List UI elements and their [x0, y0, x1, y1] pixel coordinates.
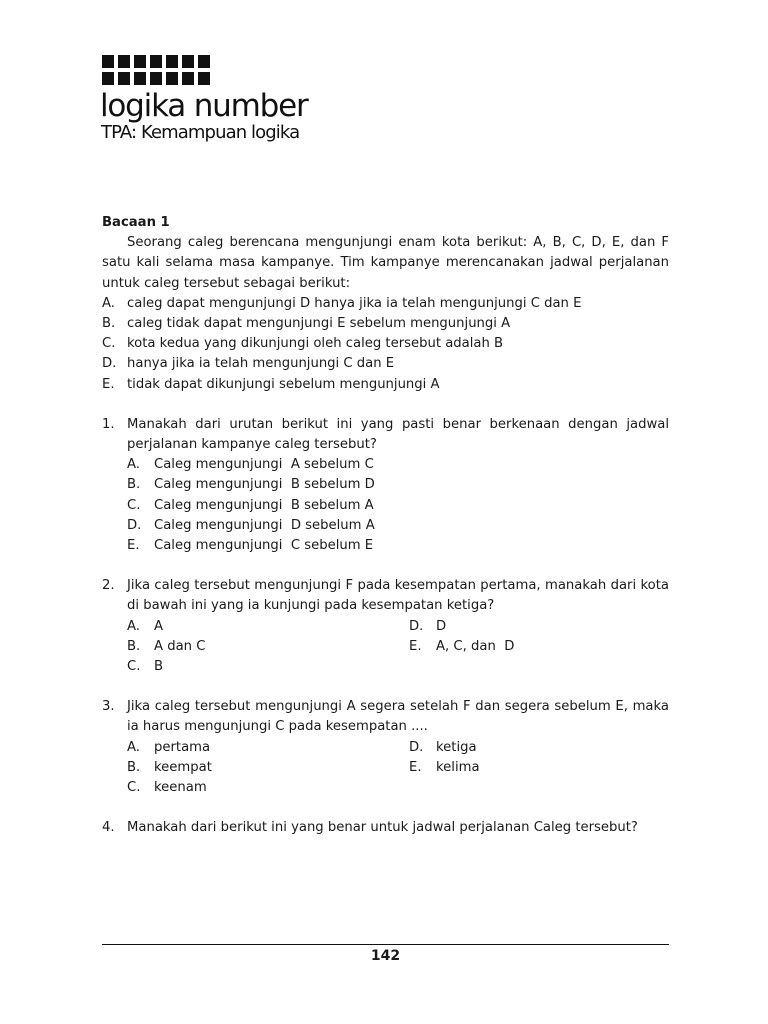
- question-number: 3.: [102, 699, 115, 715]
- option-letter: E.: [409, 638, 422, 654]
- brand-title: logika number: [100, 88, 308, 124]
- condition-letter: C.: [102, 336, 116, 352]
- question-2: [102, 576, 669, 677]
- option-list: [127, 617, 669, 678]
- condition-letter: D.: [102, 356, 117, 372]
- condition-letter: B.: [102, 316, 116, 332]
- option-text: keenam: [154, 780, 207, 796]
- condition-text: hanya jika ia telah mengunjungi C dan E: [127, 356, 395, 372]
- condition-letter: A.: [102, 295, 115, 311]
- option-letter: E.: [409, 759, 422, 775]
- condition-item: [102, 294, 669, 314]
- answer-option: [409, 758, 669, 778]
- brand-subtitle: TPA: Kemampuan logika: [101, 122, 300, 143]
- option-list: [127, 738, 669, 799]
- answer-option: [127, 455, 669, 475]
- option-text: A dan C: [154, 638, 206, 654]
- option-letter: E.: [127, 538, 140, 554]
- section-heading: Bacaan 1: [102, 215, 170, 230]
- logo-blocks: [102, 55, 210, 85]
- question-number: 1.: [102, 416, 115, 432]
- option-letter: C.: [127, 659, 141, 675]
- option-text: A: [154, 618, 164, 634]
- question-text: Jika caleg tersebut mengunjungi A segera setelah F dan segera sebelum E, maka ia harus mengunjungi C pada kesempatan ....: [127, 699, 669, 735]
- option-letter: B.: [127, 759, 141, 775]
- condition-text: caleg tidak dapat mengunjungi E sebelum mengunjungi A: [127, 316, 511, 332]
- option-letter: A.: [127, 618, 140, 634]
- question-text: Manakah dari berikut ini yang benar untuk jadwal perjalanan Caleg tersebut?: [127, 820, 638, 836]
- answer-option: [127, 738, 409, 758]
- answer-option: [127, 475, 669, 495]
- condition-item: [102, 334, 669, 354]
- option-text: A, C, dan D: [436, 638, 515, 654]
- question-1: [102, 415, 669, 556]
- question-3: [102, 697, 669, 798]
- question-4: [102, 818, 669, 838]
- condition-text: tidak dapat dikunjungi sebelum mengunjungi A: [127, 376, 440, 392]
- page-number: 142: [370, 948, 401, 964]
- condition-letter: E.: [102, 376, 115, 392]
- condition-text: caleg dapat mengunjungi D hanya jika ia telah mengunjungi C dan E: [127, 295, 582, 311]
- answer-option: [127, 778, 409, 798]
- answer-option: [127, 516, 669, 536]
- option-letter: C.: [127, 497, 141, 513]
- answer-option: [127, 637, 409, 657]
- option-letter: D.: [409, 739, 424, 755]
- option-text: D: [436, 618, 447, 634]
- condition-text: kota kedua yang dikunjungi oleh caleg tersebut adalah B: [127, 336, 504, 352]
- answer-option: [409, 617, 669, 637]
- condition-item: [102, 354, 669, 374]
- option-text: pertama: [154, 739, 211, 755]
- option-letter: B.: [127, 638, 141, 654]
- condition-list: [102, 294, 669, 395]
- question-number: 2.: [102, 578, 115, 594]
- answer-option: [409, 637, 669, 657]
- condition-item: [102, 314, 669, 334]
- footer-rule: [102, 944, 669, 945]
- option-letter: A.: [127, 739, 140, 755]
- option-text: Caleg mengunjungi D sebelum A: [154, 517, 375, 533]
- option-list: [127, 455, 669, 556]
- answer-option: [127, 496, 669, 516]
- option-text: ketiga: [436, 739, 477, 755]
- question-text: Jika caleg tersebut mengunjungi F pada kesempatan pertama, manakah dari kota di bawah ini yang ia kunjungi pada kesempatan ketiga?: [127, 578, 669, 614]
- option-text: Caleg mengunjungi B sebelum A: [154, 497, 374, 513]
- reading-intro: Seorang caleg berencana mengunjungi enam kota berikut: A, B, C, D, E, dan F satu kali selama masa kampanye. Tim kampanye merencanakan jadwal perjalanan untuk caleg tersebut sebagai berikut:: [102, 235, 669, 291]
- option-text: Caleg mengunjungi B sebelum D: [154, 477, 375, 493]
- answer-option: [127, 617, 409, 637]
- option-text: Caleg mengunjungi C sebelum E: [154, 538, 374, 554]
- option-letter: D.: [409, 618, 424, 634]
- option-letter: A.: [127, 457, 140, 473]
- answer-option: [409, 738, 669, 758]
- option-letter: D.: [127, 517, 142, 533]
- option-letter: C.: [127, 780, 141, 796]
- answer-option: [127, 536, 669, 556]
- option-text: keempat: [154, 759, 212, 775]
- answer-option: [127, 657, 409, 677]
- option-text: B: [154, 659, 164, 675]
- question-number: 4.: [102, 820, 115, 836]
- answer-option: [127, 758, 409, 778]
- option-text: Caleg mengunjungi A sebelum C: [154, 457, 374, 473]
- condition-item: [102, 375, 669, 395]
- question-text: Manakah dari urutan berikut ini yang pasti benar berkenaan dengan jadwal perjalanan kampanye caleg tersebut?: [127, 416, 669, 453]
- option-text: kelima: [436, 759, 480, 775]
- option-letter: B.: [127, 477, 141, 493]
- page-content: [102, 213, 669, 838]
